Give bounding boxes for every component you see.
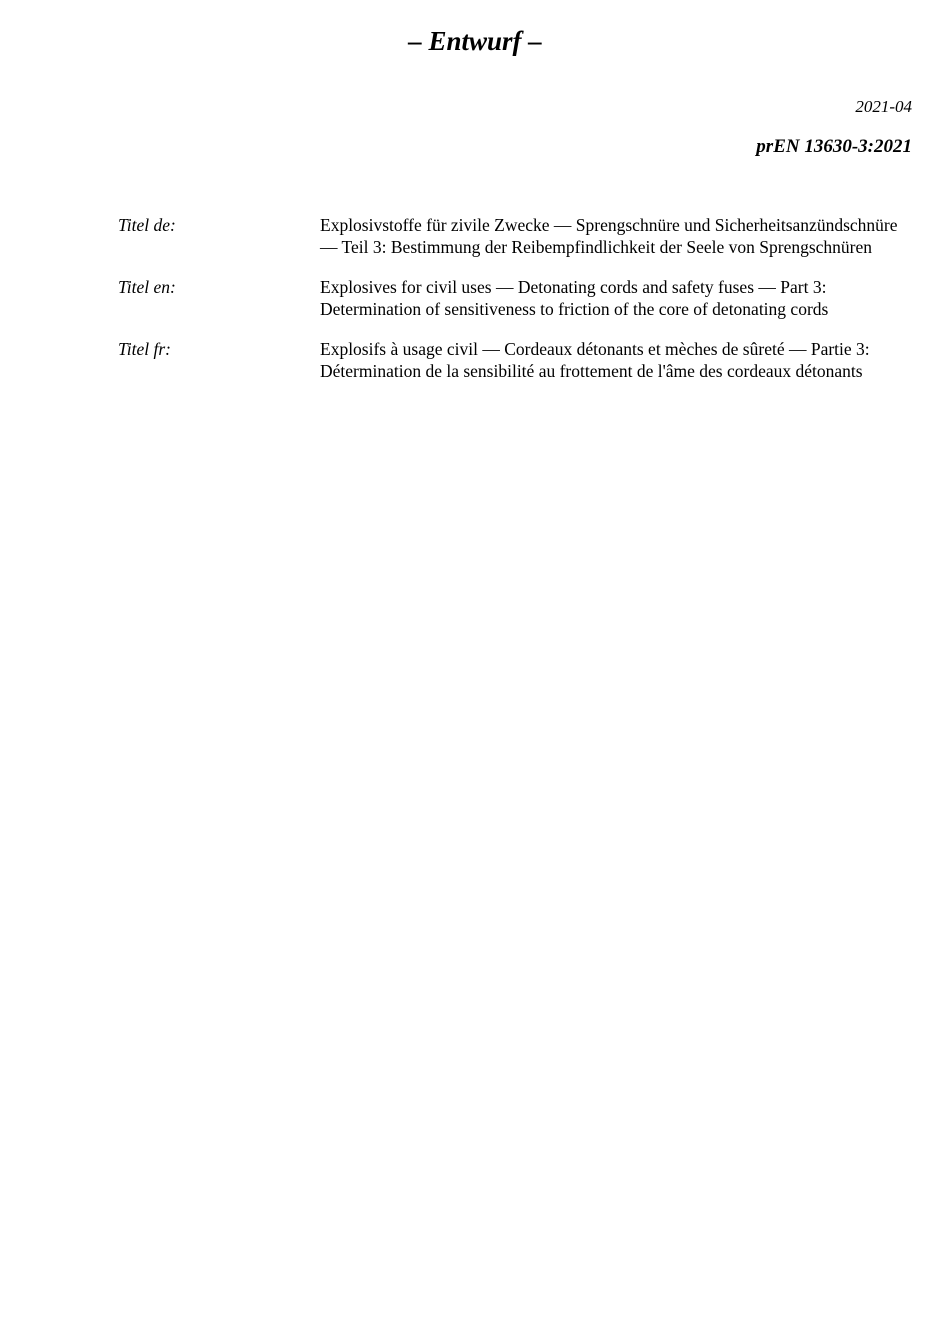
title-label-fr: Titel fr:: [118, 339, 171, 359]
title-text-en: Explosives for civil uses — Detonating cords and safety fuses — Part 3: Determination of sensitiveness to friction of the core of detonating cords: [320, 277, 829, 319]
title-label-en: Titel en:: [118, 277, 176, 297]
title-list: [118, 215, 918, 401]
document-number: prEN 13630-3:2021: [756, 136, 912, 157]
title-row-en: [118, 277, 918, 320]
title-row-fr: [118, 339, 918, 382]
title-row-de: [118, 215, 918, 258]
title-label-de: Titel de:: [118, 215, 176, 235]
draft-heading: – Entwurf –: [408, 26, 542, 56]
title-text-fr: Explosifs à usage civil — Cordeaux détonants et mèches de sûreté — Partie 3: Détermination de la sensibilité au frottement de l'âme des cordeaux détonants: [320, 339, 870, 381]
document-date: 2021-04: [855, 97, 912, 116]
title-text-de: Explosivstoffe für zivile Zwecke — Sprengschnüre und Sicherheitsanzündschnüre — Teil 3: Bestimmung der Reibempfindlichkeit der Seele von Sprengschnüren: [320, 215, 898, 257]
